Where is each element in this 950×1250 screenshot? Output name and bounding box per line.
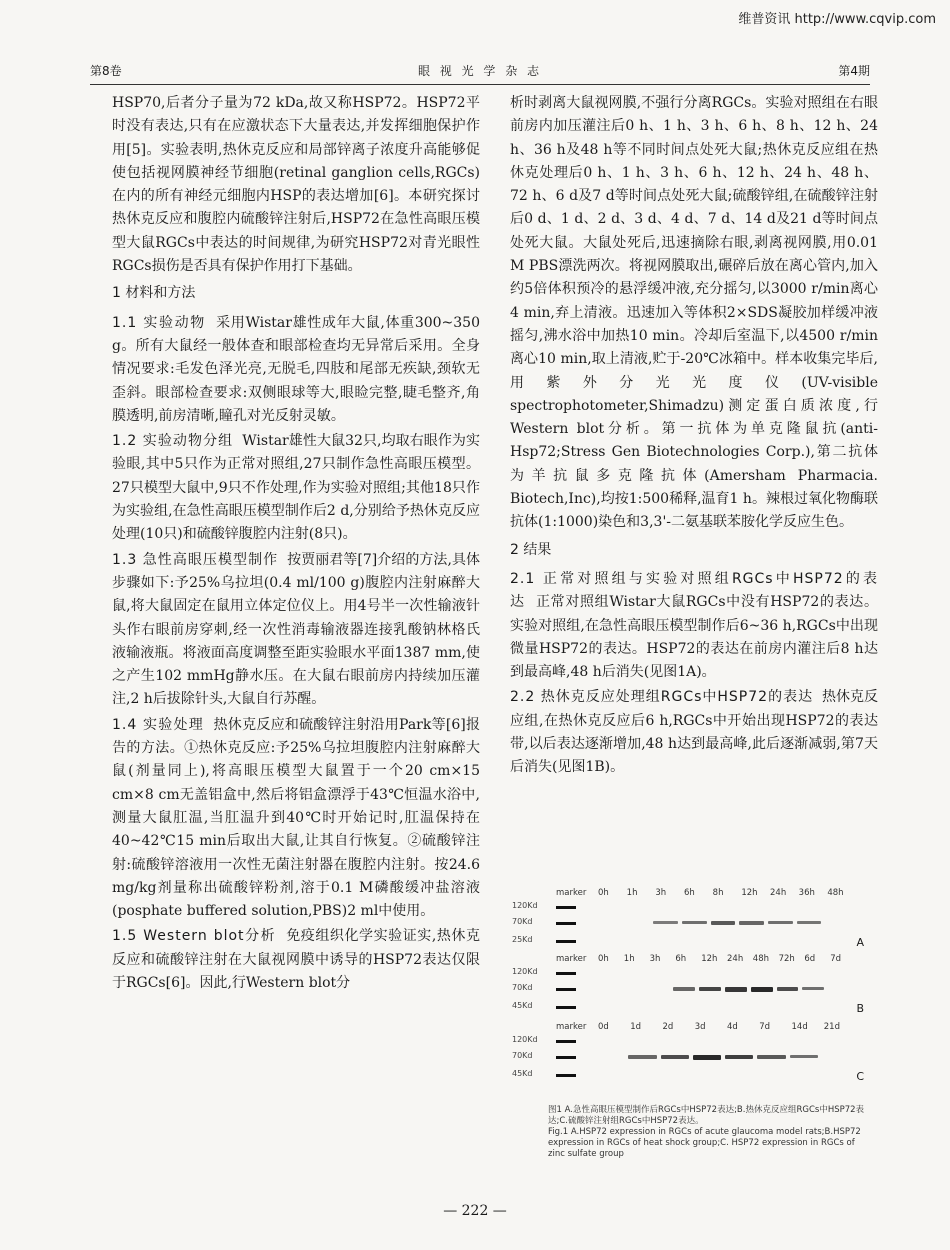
protein-band [757, 1055, 785, 1059]
paragraph-text: 按贾丽君等[7]介绍的方法,具体步骤如下:予25%乌拉坦(0.4 ml/100 g)腹腔内注射麻醉大鼠,将大鼠固定在鼠用立体定位仪上。用4号半一次性输液针头作右眼前房穿刺,经一次性消毒输液器连接乳酸钠林格氏液输液瓶。将液面高度调整至距实验眼水平面1387 mm,使之产生102 mmHg静水压。在大鼠右眼前房内持续加压灌注,2 h后拔除针头,大鼠自行苏醒。 [112, 551, 481, 708]
running-header [90, 62, 870, 84]
subsection-heading: 1.5 Western blot分析 [112, 928, 277, 945]
caption-en: Fig.1 A.HSP72 expression in RGCs of acute glaucoma model rats;B.HSP72 expression in RGCs of heat shock group;C. HSP72 expression in RGCs of zinc sulfate group [548, 1127, 861, 1159]
paragraph-text: 采用Wistar雄性成年大鼠,体重300~350 g。所有大鼠经一般体查和眼部检查均无异常后采用。全身情况要求:毛发色泽光亮,无脱毛,四肢和尾部无疾缺,颈软无歪斜。眼部检查要求:双侧眼球等大,眼睑完整,睫毛整齐,角膜透明,前房清晰,瞳孔对光反射灵敏。 [112, 314, 480, 424]
marker-band [556, 1006, 576, 1009]
subsection-heading: 2.1 正常对照组与实验对照组RGCs中HSP72的表达 [510, 570, 878, 611]
lane-label: 24h [727, 954, 744, 964]
protein-band [699, 987, 721, 991]
protein-band [739, 921, 764, 925]
protein-band [693, 1055, 721, 1060]
marker-band [556, 988, 576, 991]
journal-title: 眼 视 光 学 杂 志 [417, 64, 543, 78]
paragraph-text: 正常对照组Wistar大鼠RGCs中没有HSP72的表达。实验对照组,在急性高眼压模型制作后6~36 h,RGCs中出现微量HSP72的表达。HSP72的表达在前房内灌注后8 h达到最高峰,48 h后消失(见图1A)。 [510, 594, 878, 681]
section-heading-methods: 1 材料和方法 [112, 285, 196, 302]
protein-band [725, 987, 747, 992]
paragraph-1-5 [112, 925, 480, 995]
figure-caption [548, 1105, 874, 1160]
marker-band [556, 1040, 576, 1043]
marker-band [556, 906, 576, 909]
lane-label: 6d [804, 954, 816, 964]
subsection-heading: 1.1 实验动物 [112, 314, 206, 331]
marker-label: marker [556, 888, 587, 898]
lane-label: 3h [655, 888, 667, 898]
panel-letter: A [856, 936, 864, 949]
lane-label: 6h [675, 954, 687, 964]
lane-label: 12h [701, 954, 718, 964]
kd-label: 70Kd [512, 917, 533, 926]
kd-label: 120Kd [512, 1035, 538, 1044]
subsection-heading: 2.2 热休克反应处理组RGCs中HSP72的表达 [510, 689, 814, 706]
lane-label: 6h [684, 888, 695, 898]
subsection-heading: 1.3 急性高眼压模型制作 [112, 551, 279, 568]
paragraph-1-1 [112, 312, 480, 428]
paragraph-text: Wistar雄性大鼠32只,均取右眼作为实验眼,其中5只作为正常对照组,27只制作急性高眼压模型。27只模型大鼠中,9只不作处理,作为实验对照组;其他18只作为实验组,在急性高眼压模型制作后2 d,分别给予热休克反应处理(10只)和硫酸锌腹腔内注射(8只)。 [112, 433, 480, 543]
kd-label: 70Kd [512, 983, 533, 992]
subsection-heading: 1.4 实验处理 [112, 716, 205, 733]
subsection-heading: 1.2 实验动物分组 [112, 433, 234, 450]
lane-label: 12h [741, 888, 758, 898]
blot-panel-a [512, 888, 872, 954]
marker-band [556, 940, 576, 943]
marker-band [556, 972, 576, 975]
protein-band [768, 921, 793, 924]
lane-label: 7d [830, 954, 841, 964]
paragraph-1-3 [112, 549, 480, 712]
lane-label: 1d [630, 1022, 642, 1032]
intro-paragraph: HSP70,后者分子量为72 kDa,故又称HSP72。HSP72平时没有表达,只有在应激状态下大量表达,并发挥细胞保护作用[5]。实验表明,热休克反应和局部锌离子浓度升高能够促使包括视网膜神经节细胞(retinal ganglion cells,RGCs)在内的所有神经元细胞内HSP的表达增加[6]。本研究探讨热休克反应和腹腔内硫酸锌注射后,HSP72在急性高眼压模型大鼠RGCs中表达的时间规律,为研究HSP72对青光眼性RGCs损伤是否具有保护作用打下基础。 [112, 95, 480, 275]
kd-label: 120Kd [512, 901, 538, 910]
blot-panel-b [512, 954, 872, 1020]
left-column [112, 92, 480, 997]
methods-continued-paragraph: 析时剥离大鼠视网膜,不强行分离RGCs。实验对照组在右眼前房内加压灌注后0 h、1 h、3 h、6 h、8 h、12 h、24 h、36 h及48 h等不同时间点处死大鼠;热休克反应组在热休克处理后0 h、1 h、3 h、6 h、12 h、24 h、48 h、72 h、6 d及7 d等时间点处死大鼠;硫酸锌组,在硫酸锌注射后0 d、1 d、2 d、3 d、4 d、7 d、14 d及21 d等时间点处死大鼠。大鼠处死后,迅速摘除右眼,剥离视网膜,用0.01 M PBS漂洗两次。将视网膜取出,碾碎后放在离心管内,加入约5倍体积预冷的悬浮缓冲液,充分摇匀,以3000 r/min离心4 min,弃上清液。迅速加入等体积2×SDS凝胶加样缓冲液摇匀,沸水浴中加热10 min。冷却后室温下,以4500 r/min离心10 min,取上清液,贮于-20℃冰箱中。样本收集完毕后,用紫外分光光度仪(UV-visible spectrophotometer,Shimadzu)测定蛋白质浓度,行Western blot分析。第一抗体为单克隆鼠抗(anti-Hsp72;Stress Gen Biotechnologies Corp.),第二抗体为羊抗鼠多克隆抗体(Amersham Pharmacia. Biotech,Inc),均按1:500稀释,温育1 h。辣根过氧化物酶联抗体(1:1000)染色和3,3'-二氨基联苯胺化学反应生色。 [510, 95, 878, 531]
paragraph-text: 热休克反应和硫酸锌注射沿用Park等[6]报告的方法。①热休克反应:予25%乌拉坦腹腔内注射麻醉大鼠(剂量同上),将高眼压模型大鼠置于一个20 cm×15 cm×8 cm无盖铝盒中,然后将铝盒漂浮于43℃恒温水浴中,测量大鼠肛温,当肛温升到40℃时开始记时,肛温保持在40~42℃15 min后取出大鼠,让其自行恢复。②硫酸锌注射:硫酸锌溶液用一次性无菌注射器在腹腔内注射。按24.6 mg/kg剂量称出硫酸锌粉剂,溶于0.1 M磷酸缓冲盐溶液(posphate buffered solution,PBS)2 ml中使用。 [112, 716, 481, 920]
header-rule [90, 84, 870, 85]
paragraph-2-2 [510, 686, 878, 779]
paragraph-2-1 [510, 568, 878, 684]
protein-band [777, 987, 799, 991]
issue-label: 第4期 [838, 64, 870, 78]
lane-label: 2d [662, 1022, 674, 1032]
protein-band [751, 987, 773, 992]
kd-label: 120Kd [512, 967, 538, 976]
kd-label: 25Kd [512, 935, 533, 944]
protein-band [673, 987, 695, 991]
paragraph-1-2 [112, 430, 480, 546]
lane-label: 1h [626, 888, 638, 898]
panel-letter: B [856, 1002, 864, 1015]
lane-label: 21d [823, 1022, 840, 1032]
western-blot-figure [512, 880, 872, 1090]
lane-label: 48h [752, 954, 769, 964]
lane-label: 24h [770, 888, 787, 898]
lane-label: 4d [727, 1022, 738, 1032]
lane-label: 36h [798, 888, 815, 898]
right-column [510, 92, 878, 782]
protein-band [682, 921, 707, 924]
lane-label: 72h [778, 954, 795, 964]
section-heading-results: 2 结果 [510, 541, 552, 558]
protein-band [628, 1055, 656, 1059]
protein-band [790, 1055, 818, 1058]
blot-panel-c [512, 1022, 872, 1088]
volume-label: 第8卷 [90, 64, 122, 78]
lane-label: 0h [598, 954, 609, 964]
lane-label: 48h [827, 888, 844, 898]
lane-label: 1h [623, 954, 635, 964]
protein-band [802, 987, 824, 990]
kd-label: 45Kd [512, 1001, 533, 1010]
paragraph-text: 热休克反应组,在热休克反应后6 h,RGCs中开始出现HSP72的表达带,以后表达逐渐增加,48 h达到最高峰,此后逐渐减弱,第7天后消失(见图1B)。 [510, 689, 879, 776]
lane-label: 0d [598, 1022, 609, 1032]
protein-band [653, 921, 678, 924]
marker-label: marker [556, 954, 587, 964]
watermark: 维普资讯 http://www.cqvip.com [738, 12, 936, 27]
lane-label: 0h [598, 888, 609, 898]
protein-band [725, 1055, 753, 1059]
lane-label: 8h [712, 888, 724, 898]
caption-zh: 图1 A.急性高眼压模型制作后RGCs中HSP72表达;B.热休克反应组RGCs中HSP72表达;C.硫酸锌注射组RGCs中HSP72表达。 [548, 1105, 865, 1126]
marker-band [556, 1056, 576, 1059]
lane-label: 3h [649, 954, 661, 964]
lane-label: 7d [759, 1022, 771, 1032]
kd-label: 70Kd [512, 1051, 533, 1060]
protein-band [797, 921, 822, 924]
marker-label: marker [556, 1022, 587, 1032]
protein-band [661, 1055, 689, 1059]
kd-label: 45Kd [512, 1069, 533, 1078]
lane-label: 3d [694, 1022, 706, 1032]
lane-label: 14d [791, 1022, 808, 1032]
page-number: — 222 — [443, 1203, 507, 1219]
paragraph-1-4 [112, 714, 480, 924]
panel-letter: C [856, 1070, 864, 1083]
marker-band [556, 1074, 576, 1077]
protein-band [711, 921, 736, 925]
marker-band [556, 922, 576, 925]
paragraph-text: 免疫组织化学实验证实,热休克反应和硫酸锌注射在大鼠视网膜中诱导的HSP72表达仅限于RGCs[6]。因此,行Western blot分 [112, 928, 480, 991]
